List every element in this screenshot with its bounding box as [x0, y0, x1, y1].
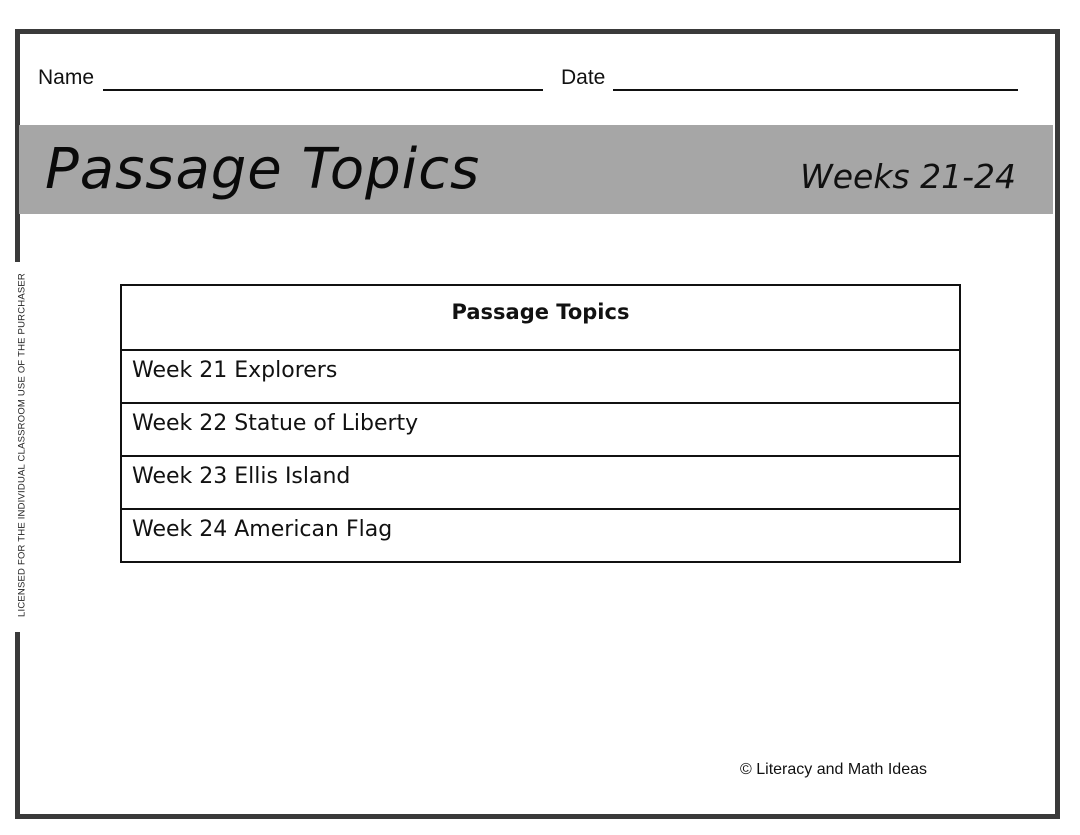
- copyright-notice: © Literacy and Math Ideas: [740, 761, 927, 778]
- topic-week-24: Week 24 American Flag: [121, 509, 960, 562]
- license-notice: LICENSED FOR THE INDIVIDUAL CLASSROOM USE OF THE PURCHASER: [16, 273, 28, 617]
- name-date-row: [38, 64, 1028, 94]
- topic-week-21: Week 21 Explorers: [121, 350, 960, 403]
- table-row: [121, 456, 960, 509]
- table-row: [121, 403, 960, 456]
- topic-week-22: Week 22 Statue of Liberty: [121, 403, 960, 456]
- table-row: [121, 509, 960, 562]
- page-title: Passage Topics: [45, 137, 481, 202]
- title-band: [19, 125, 1053, 214]
- date-blank-line[interactable]: [613, 89, 1018, 91]
- passage-topics-table: [120, 284, 961, 563]
- table-row: [121, 350, 960, 403]
- table-header-row: [121, 285, 960, 350]
- name-label: Name: [38, 66, 95, 89]
- name-blank-line[interactable]: [103, 89, 543, 91]
- weeks-range: Weeks 21-24: [800, 157, 1016, 196]
- table-heading: Passage Topics: [121, 285, 960, 350]
- date-label: Date: [561, 66, 606, 89]
- topic-week-23: Week 23 Ellis Island: [121, 456, 960, 509]
